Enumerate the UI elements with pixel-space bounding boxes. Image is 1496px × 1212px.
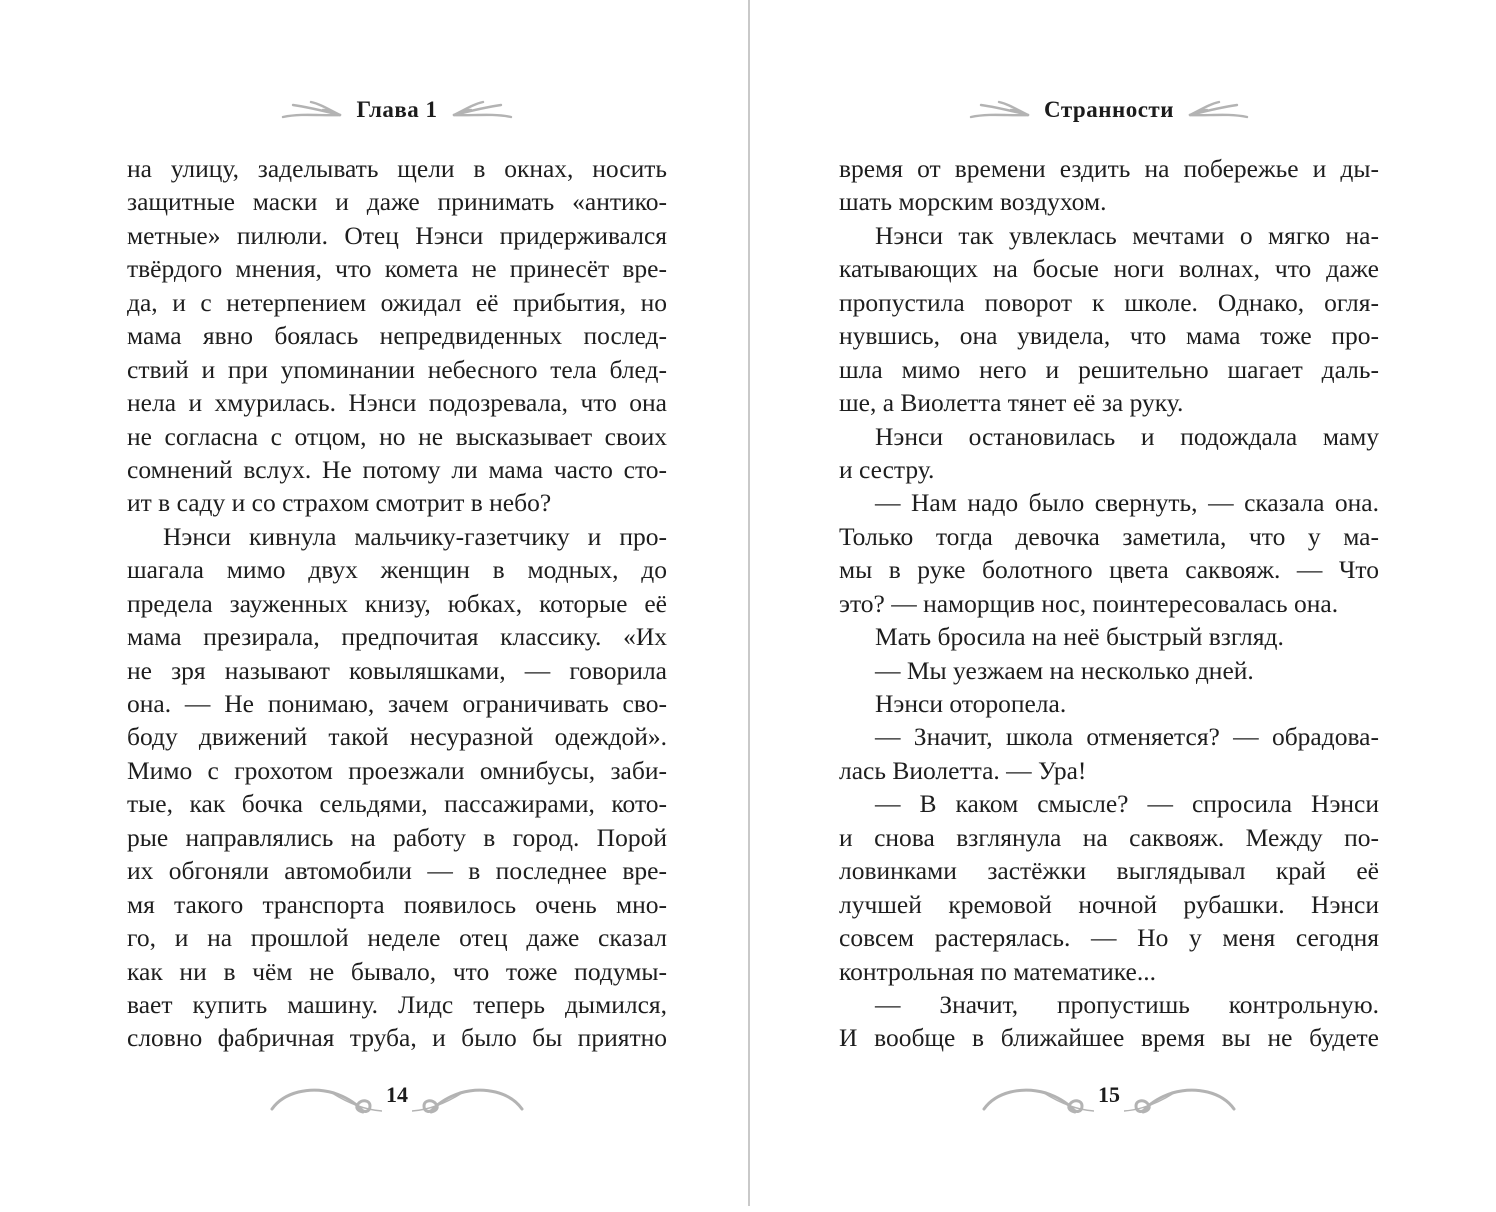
text-line: — В каком смысле? — спросила Нэнси [875,789,1379,819]
text-line: тые, как бочка сельдями, пассажирами, кото- [127,789,667,819]
text-line: шать морским воздухом. [839,187,1107,217]
text-line: на улицу, заделывать щели в окнах, носить [127,154,667,183]
text-line: нувшись, она увидела, что мама тоже про- [839,321,1379,351]
text-line: лась Виолетта. — Ура! [839,755,1087,785]
text-line: предела зауженных книзу, юбках, которые её [127,588,667,618]
text-line: не зря называют ковыляшками, — говорила [127,655,667,685]
text-line: защитные маски и даже принимать «антико- [127,187,667,217]
text-line: ше, а Виолетта тянет её за руку. [839,388,1184,418]
footer-flourish-left-icon [982,1084,1094,1118]
text-line: шагала мимо двух женщин в модных, до [127,555,667,585]
text-line: как ни в чём не бывало, что тоже подумы- [127,956,667,986]
text-line: Нэнси кивнула мальчику-газетчику и про- [163,521,667,551]
page-footer [839,1084,1379,1118]
text-line: лучшей кремовой ночной рубашки. Нэнси [839,889,1379,919]
text-line: И вообще в ближайшее время вы не будете [839,1023,1379,1053]
text-line: пропустила поворот к школе. Однако, огля- [839,287,1379,317]
text-line: Мимо с грохотом проезжали омнибусы, заби- [127,755,667,785]
text-line: Нэнси так увлеклась мечтами о мягко на- [875,220,1379,250]
text-line: мама явно боялась непредвиденных послед- [127,321,667,351]
text-line: Нэнси оторопела. [875,689,1067,718]
text-line: шла мимо него и решительно шагает даль- [839,354,1379,384]
text-line: мы в руке болотного цвета саквояж. — Что [839,555,1379,585]
header-flourish-right-icon [450,100,514,120]
text-line: сомнений вслух. Не потому ли мама часто сто- [127,454,667,484]
page-left [127,0,667,1212]
footer-flourish-right-icon [412,1084,524,1118]
footer-flourish-left-icon [270,1084,382,1118]
page-number: 14 [386,1082,408,1107]
text-line: мя такого транспорта появилось очень мно- [127,889,667,919]
text-line: — Значит, пропустишь контрольную. [875,989,1379,1019]
text-line: Только тогда девочка заметила, что у ма- [839,521,1379,551]
text-line: нела и хмурилась. Нэнси подозревала, что она [127,388,667,418]
header-flourish-left-icon [968,100,1032,120]
text-line: словно фабричная труба, и было бы приятно [127,1023,667,1053]
text-line: мама презирала, предпочитая классику. «Их [127,622,667,652]
footer-flourish-right-icon [1124,1084,1236,1118]
text-line: ловинками застёжки выглядывал край её [839,856,1379,886]
text-line: не согласна с отцом, но не высказывает своих [127,421,667,451]
chapter-title: Глава 1 [356,97,438,122]
text-line: контрольная по математике... [839,956,1156,986]
text-line: ит в саду и со страхом смотрит в небо? [127,488,552,518]
page-right [839,0,1379,1212]
page-text [127,152,667,1055]
text-line: совсем растерялась. — Но у меня сегодня [839,923,1379,953]
text-line: — Значит, школа отменяется? — обрадова- [875,722,1379,752]
text-line: рые направлялись на работу в город. Порой [127,822,667,852]
text-line: катывающих на босые ноги волнах, что даже [839,254,1379,284]
text-line: — Нам надо было свернуть, — сказала она. [875,488,1379,518]
header-flourish-left-icon [280,100,344,120]
header-flourish-right-icon [1186,100,1250,120]
text-line: Мать бросила на неё быстрый взгляд. [875,622,1284,652]
text-line: го, и на прошлой неделе отец даже сказал [127,923,667,953]
text-line: она. — Не понимаю, зачем ограничивать сво- [127,689,667,718]
text-line: метные» пилюли. Отец Нэнси придерживался [127,220,667,250]
page-footer [127,1084,667,1118]
text-line: время от времени ездить на побережье и ды- [839,154,1379,183]
text-line: Нэнси остановилась и подождала маму [875,421,1379,451]
text-line: и снова взглянула на саквояж. Между по- [839,822,1379,852]
running-head [839,97,1379,123]
text-line: боду движений такой несуразной одеждой». [127,722,667,752]
text-line: да, и с нетерпением ожидал её прибытия, но [127,287,667,317]
running-head [127,97,667,123]
text-line: — Мы уезжаем на несколько дней. [875,655,1254,685]
text-line: и сестру. [839,454,935,484]
text-line: твёрдого мнения, что комета не принесёт вре- [127,254,667,284]
text-line: их обгоняли автомобили — в последнее вре- [127,856,667,886]
section-title: Странности [1044,97,1174,122]
page-number: 15 [1098,1082,1120,1107]
page-text [839,152,1379,1055]
page-gutter-divider [748,0,750,1206]
text-line: вает купить машину. Лидс теперь дымился, [127,989,667,1019]
text-line: это? — наморщив нос, поинтересовалась она. [839,588,1339,618]
text-line: ствий и при упоминании небесного тела блед- [127,354,667,384]
